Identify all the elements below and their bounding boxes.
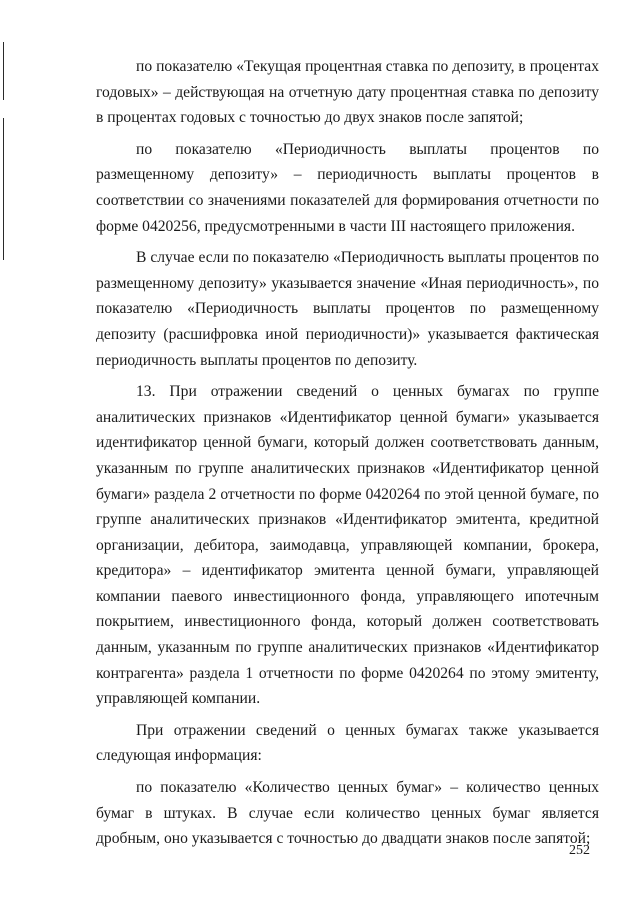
paragraph-securities-identifier: 13. При отражении сведений о ценных бумагах по группе аналитических признаков «Идентификатор ценной бумаги» указывается идентификатор ценной бумаги, который должен соответствовать данным, указанным по группе аналитических признаков «Идентификатор ценной бумаги» раздела 2 отчетности по форме 0420264 по этой ценной бумаге, по группе аналитических признаков «Идентификатор эмитента, кредитной организации, дебитора, заимодавца, управляющей компании, брокера, кредитора» – идентификатор эмитента ценной бумаги, управляющей компании паевого инвестиционного фонда, управляющего ипотечным покрытием, инвестиционного фонда, который должен соответствовать данным, указанным по группе аналитических признаков «Идентификатор контрагента» раздела 1 отчетности по форме 0420264 по этому эмитенту, управляющей компании.: [96, 383, 599, 708]
paragraph-other-frequency: В случае если по показателю «Периодичность выплаты процентов по размещенному депозиту» указывается значение «Иная периодичность», по показателю «Периодичность выплаты процентов по размещенному депозиту (расшифровка иной периодичности)» указывается фактическая периодичность выплаты процентов по депозиту.: [96, 249, 599, 369]
paragraph-securities-quantity: по показателю «Количество ценных бумаг» – количество ценных бумаг в штуках. В случае если количество ценных бумаг является дробным, оно указывается с точностью до двадцати знаков после запятой;: [96, 779, 599, 848]
paragraph-interest-rate: по показателю «Текущая процентная ставка по депозиту, в процентах годовых» – действующая на отчетную дату процентная ставка по депозиту в процентах годовых с точностью до двух знаков после запятой;: [96, 58, 599, 127]
scan-edge-mark: [3, 42, 4, 100]
scan-edge-mark: [3, 118, 4, 260]
document-page: [96, 54, 599, 858]
paragraph-payment-frequency: по показателю «Периодичность выплаты процентов по размещенному депозиту» – периодичность выплаты процентов в соответствии со значениями показателей для формирования отчетности по форме 0420256, предусмотренными в части III настоящего приложения.: [96, 140, 599, 235]
paragraph-securities-info: При отражении сведений о ценных бумагах также указывается следующая информация:: [96, 721, 599, 765]
page-number: 252: [569, 843, 590, 858]
